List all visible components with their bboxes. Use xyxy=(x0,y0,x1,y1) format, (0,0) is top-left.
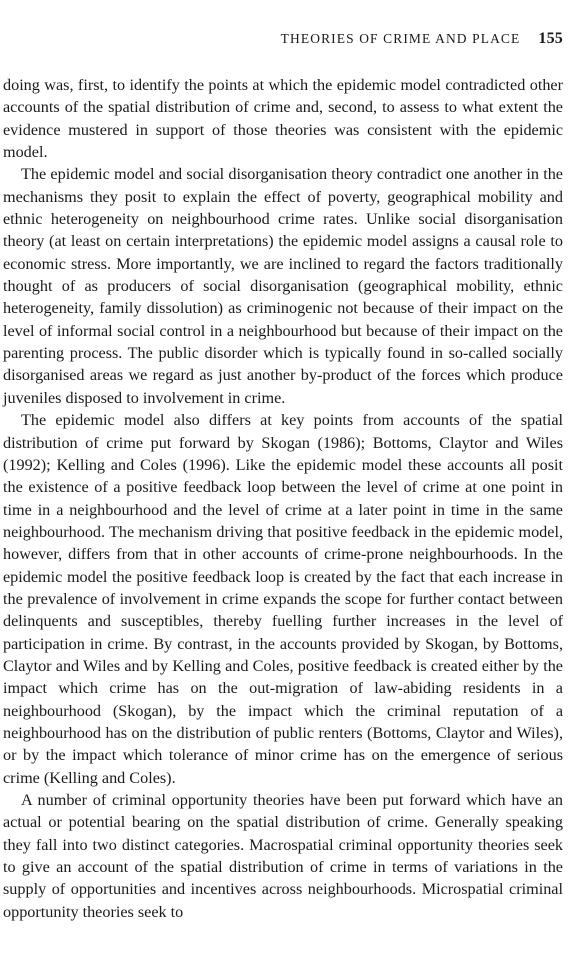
paragraph: The epidemic model and social disorganisation theory contradict one another in the mechanisms they posit to explain the effect of poverty, geographical mobility and ethnic heterogeneity on neighbourhood crime rates. Unlike social disorganisation theory (at least on certain interpretations) the epidemic model assigns a causal role to economic stress. More importantly, we are inclined to regard the factors traditionally thought of as producers of social disorganisation (geographical mobility, ethnic heterogeneity, family dissolution) as criminogenic not because of their impact on the level of informal social control in a neighbourhood but because of their impact on the parenting process. The public disorder which is typically found in so-called socially disorganised areas we regard as just another by-product of the forces which produce juveniles disposed to involvement in crime. xyxy=(3,165,563,407)
running-title: THEORIES OF CRIME AND PLACE xyxy=(280,31,521,46)
running-head xyxy=(3,30,563,52)
paragraph: The epidemic model also differs at key points from accounts of the spatial distribution of crime put forward by Skogan (1986); Bottoms, Claytor and Wiles (1992); Kelling and Coles (1996). Like the epidemic model these accounts all posit the existence of a positive feedback loop between the level of crime at one point in time in a neighbourhood and the level of crime at a later point in time in the same neighbourhood. The mechanism driving that positive feedback in the epidemic model, however, differs from that in other accounts of crime-prone neighbourhoods. In the epidemic model the positive feedback loop is created by the fact that each increase in the prevalence of involvement in crime expands the scope for further contact between delinquents and susceptibles, thereby fuelling further increases in the level of participation in crime. By contrast, in the accounts provided by Skogan, by Bottoms, Claytor and Wiles and by Kelling and Coles, positive feedback is created either by the impact which crime has on the out-migration of law-abiding residents in a neighbourhood (Skogan), by the impact which the criminal reputation of a neighbourhood has on the distribution of public renters (Bottoms, Claytor and Wiles), or by the impact which tolerance of minor crime has on the emergence of serious crime (Kelling and Coles). xyxy=(3,411,563,787)
paragraph: A number of criminal opportunity theories have been put forward which have an actual or potential bearing on the spatial distribution of crime. Generally speaking they fall into two distinct categories. Macrospatial criminal opportunity theories seek to give an account of the spatial distribution of crime in terms of variations in the supply of opportunities and incentives across neighbourhoods. Microspatial criminal opportunity theories seek to xyxy=(3,791,563,921)
paragraph-continued: doing was, first, to identify the points at which the epidemic model contradicted other accounts of the spatial distribution of crime and, second, to assess to what extent the evidence mustered in support of those theories was consistent with the epidemic model. xyxy=(3,76,563,162)
page-number: 155 xyxy=(538,30,563,47)
book-page xyxy=(3,0,563,978)
body-text xyxy=(3,74,563,923)
